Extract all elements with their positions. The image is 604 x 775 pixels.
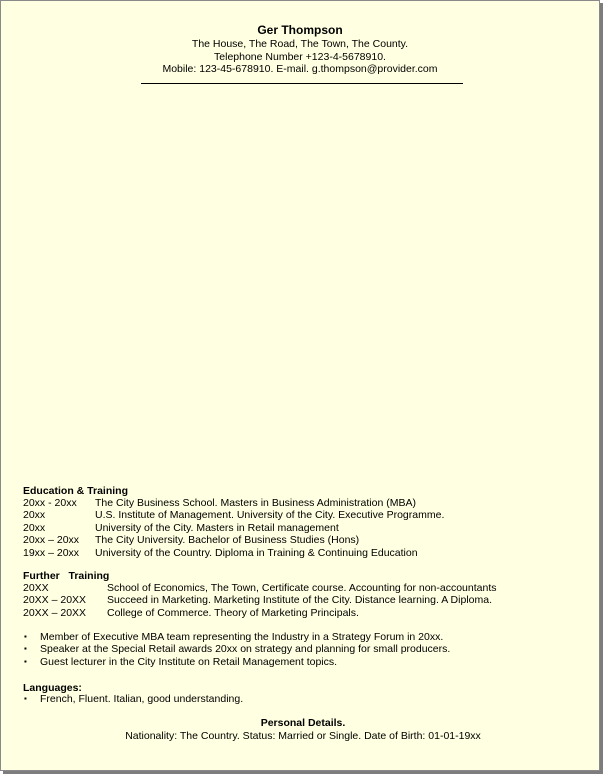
- education-heading: Education & Training: [23, 485, 129, 497]
- achievement-text: Guest lecturer in the City Institute on Retail Management topics.: [40, 655, 338, 668]
- header-divider: [141, 83, 463, 84]
- training-row: [23, 582, 497, 594]
- education-date: 20xx: [23, 509, 46, 522]
- achievement-item: [23, 643, 450, 655]
- languages-heading: Languages:: [23, 682, 82, 694]
- telephone-line: Telephone Number +123-4-5678910.: [214, 50, 386, 63]
- education-date: 20xx – 20xx: [23, 534, 80, 547]
- training-date: 20XX: [23, 582, 49, 594]
- language-item: [23, 693, 243, 705]
- training-row: [23, 594, 497, 606]
- achievement-item: [23, 656, 450, 668]
- languages-list: [23, 693, 243, 705]
- education-date: 19xx – 20xx: [23, 546, 80, 559]
- training-date: 20XX – 20XX: [23, 594, 87, 607]
- training-detail: School of Economics, The Town, Certificate course. Accounting for non-accountants: [107, 582, 497, 594]
- personal-details: [1, 717, 604, 742]
- address-line: The House, The Road, The Town, The County.: [191, 38, 409, 50]
- training-row: [23, 607, 497, 619]
- personal-details-line: Nationality: The Country. Status: Married or Single. Date of Birth: 01-01-19xx: [125, 729, 481, 742]
- education-row: [23, 509, 444, 521]
- education-row: [23, 497, 444, 509]
- education-date: 20xx - 20xx: [23, 497, 77, 509]
- achievement-text: Member of Executive MBA team representing the Industry in a Strategy Forum in 20xx.: [40, 631, 444, 643]
- candidate-name: Ger Thompson: [257, 23, 343, 37]
- bullet-icon: ▪: [24, 694, 27, 703]
- education-detail: The City Business School. Masters in Business Administration (MBA): [95, 497, 416, 509]
- education-row: [23, 534, 444, 546]
- education-detail: U.S. Institute of Management. University of the City. Executive Programme.: [95, 509, 445, 522]
- further-training-heading: Further Training: [23, 570, 110, 582]
- training-date: 20XX – 20XX: [23, 606, 87, 619]
- bullet-icon: ▪: [24, 632, 27, 641]
- education-date: 20xx: [23, 521, 46, 534]
- training-detail: Succeed in Marketing. Marketing Institute of the City. Distance learning. A Diploma.: [107, 594, 492, 607]
- achievement-item: [23, 631, 450, 643]
- training-detail: College of Commerce. Theory of Marketing Principals.: [107, 606, 359, 619]
- contact-line: Mobile: 123-45-678910. E-mail. g.thompson@provider.com: [162, 63, 438, 75]
- achievement-text: Speaker at the Special Retail awards 20xx on strategy and planning for small producers.: [40, 643, 451, 656]
- achievements-list: [23, 631, 450, 668]
- education-detail: University of the City. Masters in Retail management: [95, 521, 339, 534]
- education-row: [23, 522, 444, 534]
- bullet-icon: ▪: [24, 656, 27, 666]
- personal-details-heading: Personal Details.: [260, 717, 346, 729]
- education-list: [23, 497, 444, 559]
- resume-header: [1, 22, 599, 76]
- education-detail: University of the Country. Diploma in Training & Continuing Education: [95, 546, 418, 559]
- education-detail: The City University. Bachelor of Business Studies (Hons): [95, 534, 360, 547]
- further-training-list: [23, 582, 497, 619]
- language-text: French, Fluent. Italian, good understanding.: [40, 693, 244, 705]
- education-row: [23, 547, 444, 559]
- bullet-icon: ▪: [24, 644, 27, 654]
